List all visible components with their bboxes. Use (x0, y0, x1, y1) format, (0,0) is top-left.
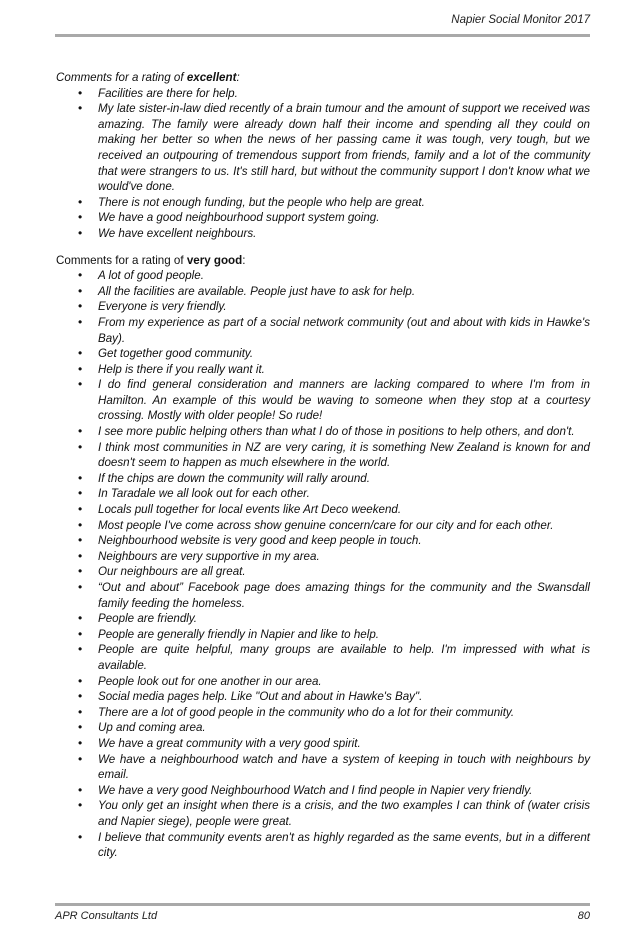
comment-item: • Most people I've come across show genuine concern/care for our city and for each other. (56, 518, 590, 534)
comment-item: • I see more public helping others than what I do of those in positions to help others, and don't. (56, 424, 590, 440)
company-name: APR Consultants Ltd (55, 910, 158, 922)
comment-item: • Get together good community. (56, 346, 590, 362)
page-footer (55, 903, 590, 926)
comment-item: • We have a good neighbourhood support system going. (56, 210, 590, 226)
comment-item: • Facilities are there for help. (56, 86, 590, 102)
page-number: 80 (577, 910, 590, 922)
comment-item: • Help is there if you really want it. (56, 362, 590, 378)
comment-item: • Social media pages help. Like "Out and about in Hawke's Bay". (56, 689, 590, 705)
comment-item: • People are generally friendly in Napier and like to help. (56, 627, 590, 643)
comment-item: • I believe that community events aren't as highly regarded as the same events, but in a different city. (56, 830, 590, 861)
section-heading-excellent: Comments for a rating of excellent: (56, 71, 240, 84)
comment-item: • A lot of good people. (56, 268, 590, 284)
comment-item: • Everyone is very friendly. (56, 299, 590, 315)
comment-item: • We have a neighbourhood watch and have a system of keeping in touch with neighbours by email. (56, 752, 590, 783)
page-header (55, 14, 590, 37)
comment-item: • From my experience as part of a social network community (out and about with kids in Hawke's Bay). (56, 315, 590, 346)
comment-item: • People are friendly. (56, 611, 590, 627)
comment-item: • Neighbours are very supportive in my area. (56, 549, 590, 565)
comment-item: • In Taradale we all look out for each other. (56, 486, 590, 502)
section-heading-very-good: Comments for a rating of very good: (56, 253, 246, 267)
comment-item: • We have excellent neighbours. (56, 226, 590, 242)
comment-item: • You only get an insight when there is a crisis, and the two examples I can think of (water crisis and Napier siege), people were great. (56, 798, 590, 829)
comment-item: • There are a lot of good people in the community who do a lot for their community. (56, 705, 590, 721)
comment-item: • My late sister-in-law died recently of a brain tumour and the amount of support we received was amazing. The family were already down half their income and spending all they could on making her better so when the news of her passing came it was tough, very tough, but we received an outpouring of tremendous support from friends, family and a lot of the community that were strangers to us. It's still hard, but without the community support I don't know what we would've done. (56, 101, 590, 195)
comment-item: • If the chips are down the community will rally around. (56, 471, 590, 487)
comment-item: • Up and coming area. (56, 720, 590, 736)
comment-item: • We have a great community with a very good spirit. (56, 736, 590, 752)
comment-item: • All the facilities are available. People just have to ask for help. (56, 284, 590, 300)
comment-list-excellent (56, 86, 590, 242)
comment-item: • People are quite helpful, many groups are available to help. I'm impressed with what is available. (56, 642, 590, 673)
comment-item: • We have a very good Neighbourhood Watch and I find people in Napier very friendly. (56, 783, 590, 799)
comment-item: • “Out and about” Facebook page does amazing things for the community and the Swansdall family feeding the homeless. (56, 580, 590, 611)
comment-item: • Locals pull together for local events like Art Deco weekend. (56, 502, 590, 518)
page-content (56, 70, 590, 872)
comment-item: • People look out for one another in our area. (56, 674, 590, 690)
rating-label: very good (186, 253, 243, 267)
rating-label: excellent (186, 71, 237, 84)
report-title: Napier Social Monitor 2017 (451, 14, 590, 26)
comment-item: • Our neighbours are all great. (56, 564, 590, 580)
comment-item: • I do find general consideration and manners are lacking compared to where I'm from in Hamilton. An example of this would be waving to someone when they stop at a courtesy crossing. Mostly with older people! So rude! (56, 377, 590, 424)
comment-item: • There is not enough funding, but the people who help are great. (56, 195, 590, 211)
comment-item: • Neighbourhood website is very good and keep people in touch. (56, 533, 590, 549)
comment-list-very-good (56, 268, 590, 861)
comment-item: • I think most communities in NZ are very caring, it is something New Zealand is known for and doesn't seem to happen as much elsewhere in the world. (56, 440, 590, 471)
